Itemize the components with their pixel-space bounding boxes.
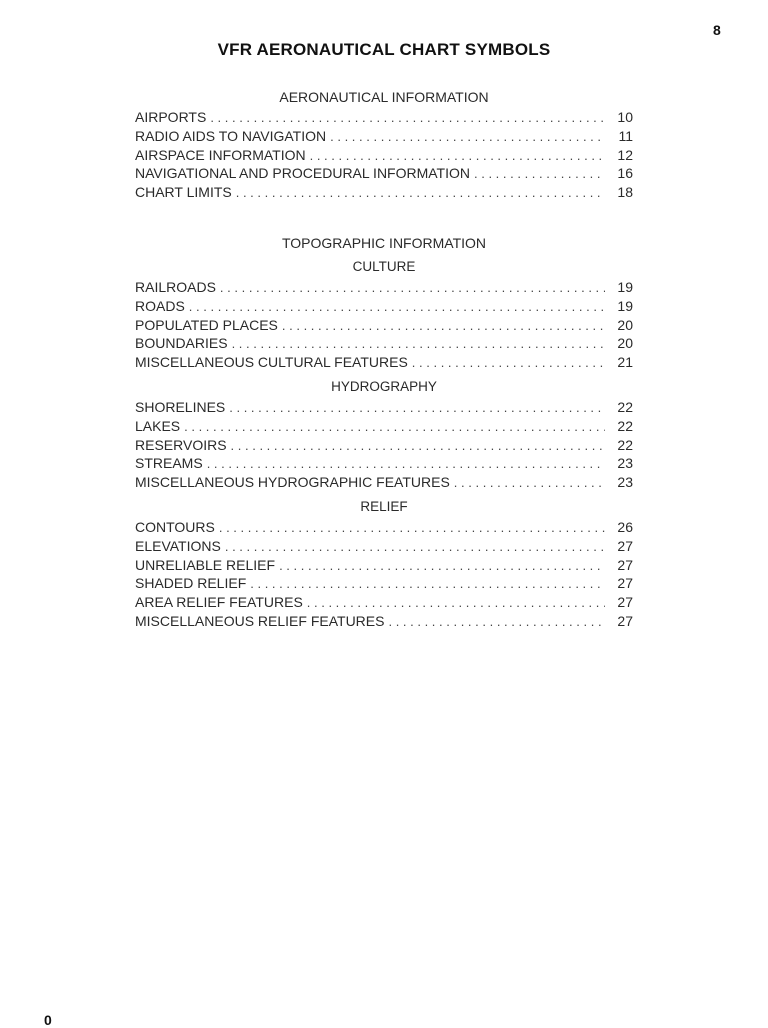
dot-leader	[307, 594, 605, 613]
toc-entry-page: 11	[618, 127, 633, 144]
dot-leader	[231, 437, 605, 456]
toc-entry-label: AREA RELIEF FEATURES	[135, 594, 303, 611]
toc-entry-page: 27	[617, 594, 633, 611]
toc-entry-navigational[interactable]	[135, 164, 633, 183]
dot-leader	[310, 147, 605, 166]
toc-entry-label: CHART LIMITS	[135, 184, 232, 201]
toc-entry-roads[interactable]	[135, 297, 633, 316]
toc-entry-shorelines[interactable]	[135, 398, 633, 417]
toc-entry-label: MISCELLANEOUS CULTURAL FEATURES	[135, 354, 408, 371]
toc-entry-label: MISCELLANEOUS RELIEF FEATURES	[135, 612, 385, 629]
dot-leader	[330, 128, 605, 147]
toc-entry-airports[interactable]	[135, 108, 633, 127]
footer-mark: 0	[44, 1012, 52, 1028]
sub-heading-hydrography: HYDROGRAPHY	[331, 378, 437, 394]
dot-leader	[388, 613, 605, 632]
toc-entry-label: UNRELIABLE RELIEF	[135, 556, 276, 573]
toc-entry-misc-hydrographic[interactable]	[135, 473, 633, 492]
toc-entry-page: 22	[617, 417, 633, 434]
toc-entry-boundaries[interactable]	[135, 334, 633, 353]
toc-entry-radio-aids[interactable]	[135, 127, 633, 146]
toc-entry-railroads[interactable]	[135, 278, 633, 297]
toc-entry-reservoirs[interactable]	[135, 436, 633, 455]
toc-entry-label: SHORELINES	[135, 398, 226, 415]
toc-entry-label: POPULATED PLACES	[135, 316, 278, 333]
toc-entry-airspace[interactable]	[135, 146, 633, 165]
toc-entry-unreliable-relief[interactable]	[135, 556, 633, 575]
toc-entry-page: 19	[617, 297, 633, 314]
dot-leader	[220, 279, 605, 298]
table-of-contents	[135, 88, 633, 631]
dot-leader	[184, 418, 605, 437]
dot-leader	[279, 557, 605, 576]
toc-entry-page: 23	[617, 474, 633, 491]
section-heading-aeronautical: AERONAUTICAL INFORMATION	[279, 89, 489, 105]
toc-entry-page: 20	[617, 316, 633, 333]
dot-leader	[219, 519, 605, 538]
dot-leader	[225, 538, 605, 557]
toc-entry-label: STREAMS	[135, 455, 203, 472]
toc-entry-page: 27	[617, 612, 633, 629]
toc-entry-label: BOUNDARIES	[135, 335, 228, 352]
dot-leader	[236, 184, 605, 203]
toc-entry-label: RADIO AIDS TO NAVIGATION	[135, 127, 327, 144]
dot-leader	[454, 474, 605, 493]
dot-leader	[232, 335, 605, 354]
toc-entry-label: CONTOURS	[135, 518, 215, 535]
toc-entry-label: ELEVATIONS	[135, 537, 221, 554]
toc-entry-shaded-relief[interactable]	[135, 574, 633, 593]
toc-entry-misc-relief[interactable]	[135, 612, 633, 631]
toc-entry-page: 23	[617, 455, 633, 472]
toc-entry-elevations[interactable]	[135, 537, 633, 556]
toc-entry-misc-cultural[interactable]	[135, 353, 633, 372]
toc-entry-label: RESERVOIRS	[135, 436, 227, 453]
toc-entry-page: 20	[617, 335, 633, 352]
toc-entry-label: AIRPORTS	[135, 109, 207, 125]
toc-entry-page: 27	[617, 537, 633, 554]
toc-entry-label: ROADS	[135, 297, 185, 314]
toc-entry-label: RAILROADS	[135, 278, 216, 295]
toc-entry-page: 18	[617, 184, 633, 201]
toc-entry-page: 22	[617, 398, 633, 415]
dot-leader	[282, 317, 605, 336]
dot-leader	[229, 399, 605, 418]
page-number: 8	[713, 22, 721, 38]
toc-entry-page: 22	[617, 436, 633, 453]
sub-heading-culture: CULTURE	[352, 258, 416, 274]
toc-entry-label: SHADED RELIEF	[135, 575, 247, 592]
toc-entry-page: 19	[617, 278, 633, 295]
dot-leader	[210, 109, 605, 128]
toc-entry-page: 12	[617, 146, 633, 163]
page-title: VFR AERONAUTICAL CHART SYMBOLS	[217, 40, 551, 59]
section-spacer	[135, 202, 633, 234]
dot-leader	[250, 575, 605, 594]
dot-leader	[474, 165, 605, 184]
dot-leader	[189, 298, 605, 317]
toc-entry-page: 26	[617, 518, 633, 535]
toc-entry-page: 27	[617, 575, 633, 592]
toc-entry-page: 21	[617, 354, 633, 371]
toc-entry-lakes[interactable]	[135, 417, 633, 436]
toc-entry-chart-limits[interactable]	[135, 183, 633, 202]
dot-leader	[412, 354, 605, 373]
toc-entry-area-relief[interactable]	[135, 593, 633, 612]
toc-entry-label: LAKES	[135, 417, 181, 434]
toc-entry-page: 27	[617, 556, 633, 573]
toc-entry-label: AIRSPACE INFORMATION	[135, 146, 306, 163]
toc-entry-populated-places[interactable]	[135, 316, 633, 335]
toc-entry-label: MISCELLANEOUS HYDROGRAPHIC FEATURES	[135, 474, 450, 491]
toc-entry-page: 16	[617, 165, 633, 182]
toc-entry-streams[interactable]	[135, 454, 633, 473]
section-heading-topographic: TOPOGRAPHIC INFORMATION	[281, 234, 487, 251]
toc-entry-page: 10	[617, 109, 633, 125]
toc-entry-label: NAVIGATIONAL AND PROCEDURAL INFORMATION	[135, 165, 471, 182]
sub-heading-relief: RELIEF	[360, 498, 408, 514]
dot-leader	[207, 455, 605, 474]
toc-entry-contours[interactable]	[135, 518, 633, 537]
